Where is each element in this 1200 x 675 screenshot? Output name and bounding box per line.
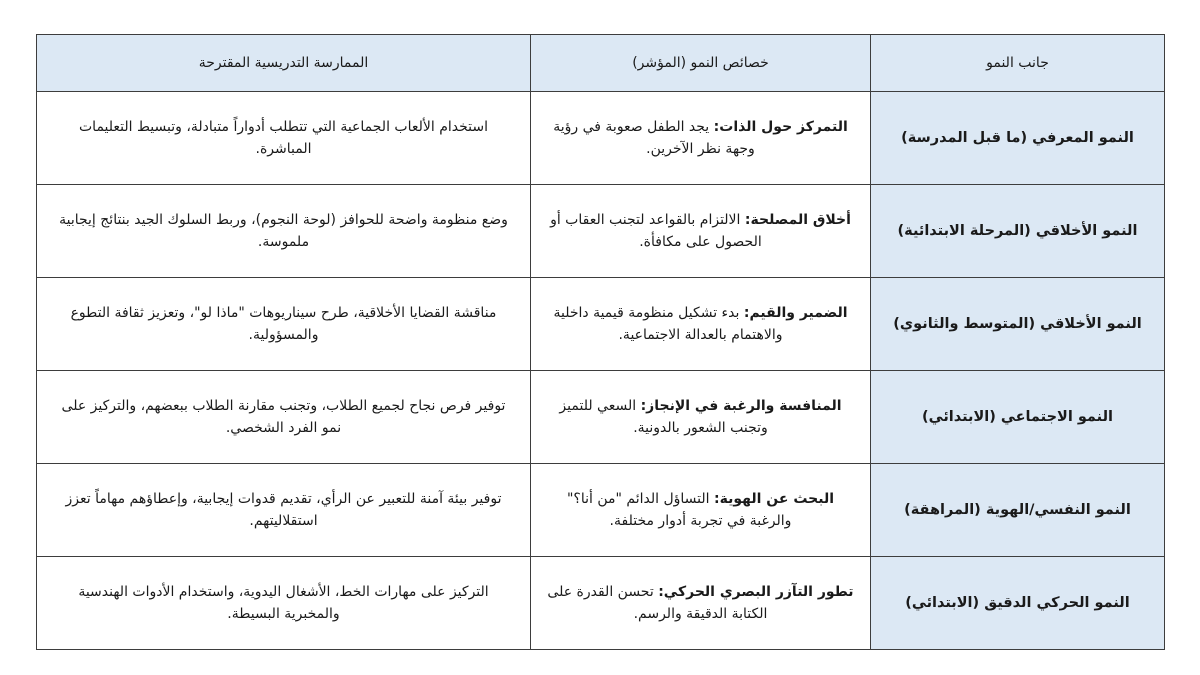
aspect-cell: النمو المعرفي (ما قبل المدرسة) [871, 92, 1165, 185]
characteristic-term: تطور التآزر البصري الحركي: [658, 584, 854, 600]
characteristic-description: السعي للتميز وتجنب الشعور بالدونية. [559, 398, 768, 436]
characteristic-term: البحث عن الهوية: [713, 491, 834, 507]
practice-cell: استخدام الألعاب الجماعية التي تتطلب أدواراً متبادلة، وتبسيط التعليمات المباشرة. [37, 92, 531, 185]
aspect-cell: النمو الاجتماعي (الابتدائي) [871, 371, 1165, 464]
aspect-cell: النمو النفسي/الهوية (المراهقة) [871, 464, 1165, 557]
aspect-cell: النمو الحركي الدقيق (الابتدائي) [871, 557, 1165, 650]
development-table [36, 34, 1165, 650]
aspect-cell: النمو الأخلاقي (المتوسط والثانوي) [871, 278, 1165, 371]
characteristic-description: الالتزام بالقواعد لتجنب العقاب أو الحصول على مكافأة. [550, 212, 762, 250]
characteristic-term: المنافسة والرغبة في الإنجاز: [640, 398, 842, 414]
table-row [37, 557, 1165, 650]
practice-cell: وضع منظومة واضحة للحوافز (لوحة النجوم)، وربط السلوك الجيد بنتائج إيجابية ملموسة. [37, 185, 531, 278]
practice-cell: توفير فرص نجاح لجميع الطلاب، وتجنب مقارنة الطلاب ببعضهم، والتركيز على نمو الفرد الشخصي. [37, 371, 531, 464]
characteristics-cell [531, 92, 871, 185]
practice-cell: مناقشة القضايا الأخلاقية، طرح سيناريوهات "ماذا لو"، وتعزيز ثقافة التطوع والمسؤولية. [37, 278, 531, 371]
characteristics-cell [531, 557, 871, 650]
table-row [37, 92, 1165, 185]
characteristics-cell [531, 278, 871, 371]
table-row [37, 464, 1165, 557]
characteristic-description: يجد الطفل صعوبة في رؤية وجهة نظر الآخرين. [553, 119, 755, 157]
characteristic-description: بدء تشكيل منظومة قيمية داخلية والاهتمام بالعدالة الاجتماعية. [553, 305, 783, 343]
aspect-cell: النمو الأخلاقي (المرحلة الابتدائية) [871, 185, 1165, 278]
characteristic-description: التساؤل الدائم "من أنا؟" والرغبة في تجربة أدوار مختلفة. [566, 491, 792, 529]
header-characteristics: خصائص النمو (المؤشر) [531, 35, 871, 92]
practice-cell: توفير بيئة آمنة للتعبير عن الرأي، تقديم قدوات إيجابية، وإعطاؤهم مهاماً تعزز استقلاليتهم. [37, 464, 531, 557]
characteristics-cell [531, 185, 871, 278]
characteristic-term: الضمير والقيم: [743, 305, 848, 321]
characteristics-cell [531, 464, 871, 557]
characteristic-description: تحسن القدرة على الكتابة الدقيقة والرسم. [547, 584, 768, 622]
table-row [37, 278, 1165, 371]
characteristics-cell [531, 371, 871, 464]
header-row [37, 35, 1165, 92]
table-row [37, 185, 1165, 278]
header-practice: الممارسة التدريسية المقترحة [37, 35, 531, 92]
practice-cell: التركيز على مهارات الخط، الأشغال اليدوية، واستخدام الأدوات الهندسية والمخبرية البسيطة. [37, 557, 531, 650]
table-row [37, 371, 1165, 464]
header-aspect: جانب النمو [871, 35, 1165, 92]
characteristic-term: التمركز حول الذات: [713, 119, 848, 135]
characteristic-term: أخلاق المصلحة: [744, 212, 851, 228]
